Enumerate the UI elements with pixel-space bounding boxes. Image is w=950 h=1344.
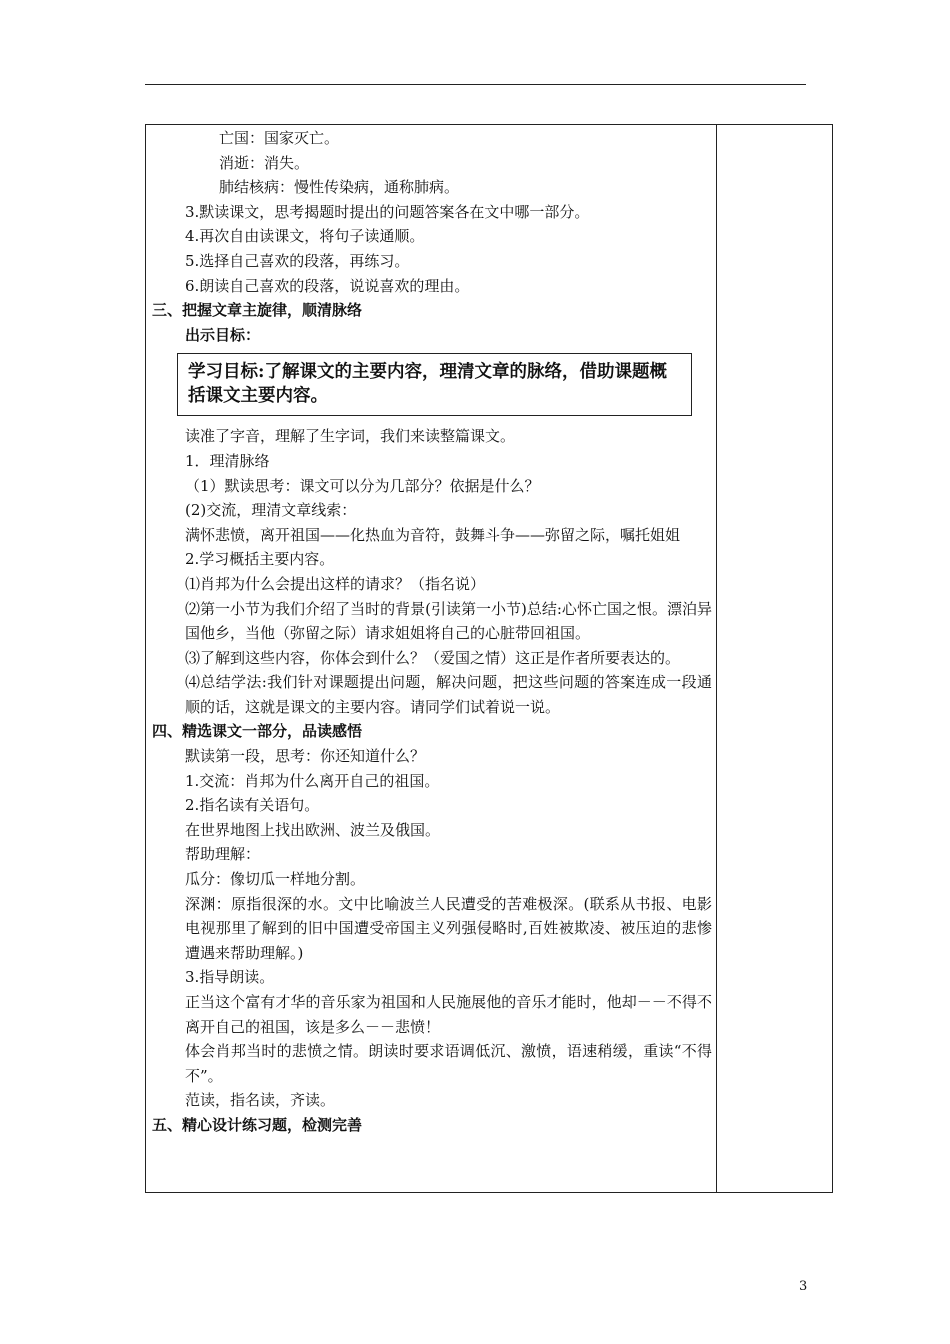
text-line: 范读，指名读，齐读。	[185, 1091, 336, 1110]
text-line: 消逝：消失。	[219, 153, 310, 172]
text-line: 满怀悲愤，离开祖国——化热血为音符，鼓舞斗争——弥留之际，嘱托姐姐	[185, 525, 681, 544]
text-line: 1．理清脉络	[185, 451, 270, 470]
goal-box-text: 学习目标:了解课文的主要内容，理清文章的脉络，借助课题概括课文主要内容。	[188, 362, 667, 407]
table-column-divider	[716, 124, 717, 1193]
text-line: 亡国：国家灭亡。	[219, 129, 340, 147]
text-line: 肺结核病：慢性传染病，通称肺病。	[219, 178, 460, 197]
text-line: 在世界地图上找出欧洲、波兰及俄国。	[185, 820, 441, 839]
text-line: 正当这个富有才华的音乐家为祖国和人民施展他的音乐才能时，他却－－不得不离开自己的祖国，该是多么－－悲愤！	[185, 993, 712, 1036]
content-block-1	[152, 126, 712, 347]
text-line: ⑶了解到这些内容，你体会到什么？（爱国之情）这正是作者所要表达的。	[185, 648, 681, 667]
text-line: 2.学习概括主要内容。	[185, 550, 335, 569]
header-rule	[145, 84, 806, 85]
lesson-content	[152, 126, 712, 1138]
text-line: (2)交流，理清文章线索：	[185, 501, 357, 520]
text-line: 深渊：原指很深的水。文中比喻波兰人民遭受的苦难极深。(联系从书报、电影电视那里了解到的旧中国遭受帝国主义列强侵略时,百姓被欺凌、被压迫的悲惨遭遇来帮助理解。)	[185, 894, 712, 962]
text-line: 4.再次自由读课文，将句子读通顺。	[185, 227, 425, 246]
text-line: 出示目标：	[185, 325, 261, 344]
text-line: 四、精选课文一部分，品读感悟	[152, 722, 363, 741]
text-line: 1.交流：肖邦为什么离开自己的祖国。	[185, 771, 440, 790]
content-block-2	[152, 424, 712, 1137]
text-line: 5.选择自己喜欢的段落，再练习。	[185, 251, 410, 270]
text-line: 瓜分：像切瓜一样地分割。	[185, 870, 366, 889]
text-line: 默读第一段，思考：你还知道什么？	[185, 747, 426, 766]
text-line: 2.指名读有关语句。	[185, 796, 320, 815]
text-line: 读准了字音，理解了生字词，我们来读整篇课文。	[185, 427, 516, 446]
text-line: 6.朗读自己喜欢的段落，说说喜欢的理由。	[185, 276, 470, 295]
page-number: 3	[799, 1279, 808, 1294]
text-line: 三、把握文章主旋律，顺清脉络	[152, 301, 363, 320]
text-line: （1）默读思考：课文可以分为几部分？依据是什么？	[185, 476, 540, 495]
text-line: ⑴肖邦为什么会提出这样的请求？（指名说）	[185, 574, 486, 593]
text-line: 体会肖邦当时的悲愤之情。朗读时要求语调低沉、激愤，语速稍缓，重读“不得不”。	[185, 1042, 712, 1085]
text-line: 五、精心设计练习题，检测完善	[152, 1115, 363, 1134]
text-line: 3.默读课文，思考揭题时提出的问题答案各在文中哪一部分。	[185, 202, 590, 221]
text-line: 帮助理解：	[185, 845, 261, 864]
goal-box	[177, 353, 692, 416]
text-line: 3.指导朗读。	[185, 968, 275, 987]
text-line: ⑷总结学法:我们针对课题提出问题，解决问题，把这些问题的答案连成一段通顺的话，这就是课文的主要内容。请同学们试着说一说。	[185, 673, 712, 716]
text-line: ⑵第一小节为我们介绍了当时的背景(引读第一小节)总结:心怀亡国之恨。漂泊异国他乡，当他（弥留之际）请求姐姐将自己的心脏带回祖国。	[185, 599, 712, 643]
